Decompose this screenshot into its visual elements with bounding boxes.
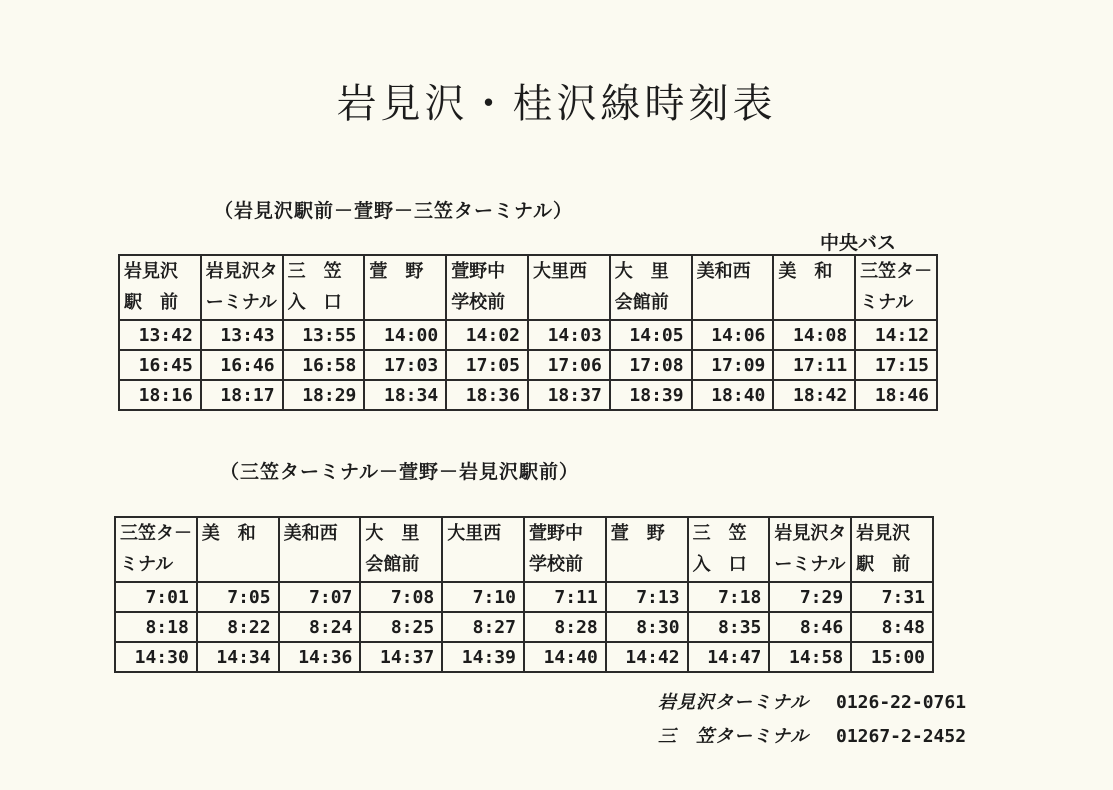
- table-row: [115, 612, 933, 642]
- departure-time: 7:18: [688, 582, 770, 612]
- departure-time: 18:34: [364, 380, 446, 410]
- departure-time: 17:09: [692, 350, 774, 380]
- departure-time: 14:03: [528, 320, 610, 350]
- departure-time: 8:30: [606, 612, 688, 642]
- stop-header-row: [115, 517, 933, 582]
- contact-info: [658, 686, 966, 754]
- departure-time: 14:12: [855, 320, 937, 350]
- stop-name-line: 萱野中: [451, 261, 506, 282]
- stop-name-line: ミナル: [860, 292, 914, 313]
- stop-header-cell: [688, 517, 770, 582]
- departure-time: 14:06: [692, 320, 774, 350]
- stop-name-line: 萱野中: [528, 523, 583, 544]
- page-title: 岩見沢・桂沢線時刻表: [336, 81, 777, 127]
- table-row: [115, 582, 933, 612]
- stop-name-line: 駅 前: [124, 292, 178, 313]
- stop-header-cell: [360, 517, 442, 582]
- departure-time: 14:30: [115, 642, 197, 672]
- contact-name: 三 笠ターミナル: [658, 726, 810, 747]
- stop-name-line: 大 里: [614, 261, 669, 282]
- departure-time: 7:10: [442, 582, 524, 612]
- contact-mikasa: [658, 720, 966, 754]
- departure-time: 17:11: [773, 350, 855, 380]
- departure-time: 14:37: [360, 642, 442, 672]
- departure-time: 8:28: [524, 612, 606, 642]
- stop-header-cell: [855, 255, 937, 320]
- table-row: [119, 380, 937, 410]
- departure-time: 7:31: [851, 582, 933, 612]
- stop-name-line: 萱 野: [369, 261, 424, 282]
- stop-name-line: 三笠タ－: [120, 523, 192, 544]
- stop-name-line: 岩見沢タ: [205, 261, 278, 282]
- contact-name: 岩見沢ターミナル: [658, 692, 810, 713]
- departure-time: 7:11: [524, 582, 606, 612]
- departure-time: 14:02: [446, 320, 528, 350]
- departure-time: 8:46: [769, 612, 851, 642]
- stop-header-cell: [606, 517, 688, 582]
- table-row: [115, 642, 933, 672]
- stop-name-line: 駅 前: [856, 554, 911, 575]
- stop-header-cell: [528, 255, 610, 320]
- departure-time: 14:05: [610, 320, 692, 350]
- departure-time: 18:29: [283, 380, 365, 410]
- table-row: [119, 350, 937, 380]
- departure-time: 17:06: [528, 350, 610, 380]
- departure-time: 14:34: [197, 642, 279, 672]
- departure-time: 8:35: [688, 612, 770, 642]
- departure-time: 17:15: [855, 350, 937, 380]
- stop-name-line: 大 里: [365, 523, 420, 544]
- contact-phone: 01267-2-2452: [836, 726, 967, 747]
- departure-time: 14:00: [364, 320, 446, 350]
- departure-time: 7:01: [115, 582, 197, 612]
- stop-header-cell: [119, 255, 201, 320]
- departure-time: 8:18: [115, 612, 197, 642]
- stop-name-line: 学校前: [528, 554, 583, 575]
- departure-time: 14:08: [773, 320, 855, 350]
- stop-header-cell: [773, 255, 855, 320]
- departure-time: 16:46: [201, 350, 283, 380]
- departure-time: 7:29: [769, 582, 851, 612]
- stop-header-cell: [769, 517, 851, 582]
- departure-time: 16:58: [283, 350, 365, 380]
- stop-header-cell: [197, 517, 279, 582]
- stop-name-line: 大里西: [532, 261, 587, 282]
- departure-time: 17:08: [610, 350, 692, 380]
- departure-time: 8:24: [279, 612, 361, 642]
- departure-time: 14:42: [606, 642, 688, 672]
- departure-time: 13:43: [201, 320, 283, 350]
- stop-name-line: 入 口: [692, 554, 747, 575]
- departure-time: 14:58: [769, 642, 851, 672]
- departure-time: 8:48: [851, 612, 933, 642]
- outbound-route-label: （岩見沢駅前－萱野－三笠ターミナル）: [214, 200, 574, 222]
- departure-time: 14:36: [279, 642, 361, 672]
- departure-time: 13:55: [283, 320, 365, 350]
- departure-time: 15:00: [851, 642, 933, 672]
- departure-time: 7:07: [279, 582, 361, 612]
- stop-header-cell: [524, 517, 606, 582]
- stop-name-line: ーミナル: [205, 292, 277, 313]
- stop-header-cell: [851, 517, 933, 582]
- departure-time: 13:42: [119, 320, 201, 350]
- stop-name-line: 学校前: [451, 292, 506, 313]
- stop-header-cell: [610, 255, 692, 320]
- departure-time: 18:17: [201, 380, 283, 410]
- stop-header-cell: [201, 255, 283, 320]
- departure-time: 16:45: [119, 350, 201, 380]
- departure-time: 18:16: [119, 380, 201, 410]
- departure-time: 8:27: [442, 612, 524, 642]
- stop-name-line: 岩見沢タ: [774, 523, 847, 544]
- stop-name-line: 美和西: [283, 523, 338, 544]
- departure-time: 14:39: [442, 642, 524, 672]
- stop-name-line: 三 笠: [692, 523, 747, 544]
- stop-name-line: 萱 野: [610, 523, 665, 544]
- contact-phone: 0126-22-0761: [836, 692, 967, 713]
- contact-iwamizawa: [658, 686, 966, 720]
- stop-header-cell: [442, 517, 524, 582]
- inbound-timetable: [114, 516, 934, 673]
- outbound-timetable: [118, 254, 938, 411]
- departure-time: 7:05: [197, 582, 279, 612]
- departure-time: 18:46: [855, 380, 937, 410]
- departure-time: 8:22: [197, 612, 279, 642]
- departure-time: 18:36: [446, 380, 528, 410]
- stop-name-line: 会館前: [365, 554, 420, 575]
- stop-name-line: 美 和: [778, 261, 833, 282]
- departure-time: 18:40: [692, 380, 774, 410]
- departure-time: 18:37: [528, 380, 610, 410]
- departure-time: 14:47: [688, 642, 770, 672]
- stop-name-line: 入 口: [287, 292, 342, 313]
- departure-time: 17:03: [364, 350, 446, 380]
- stop-header-cell: [446, 255, 528, 320]
- operator-name: 中央バス: [820, 232, 897, 254]
- stop-name-line: ーミナル: [774, 554, 846, 575]
- stop-name-line: 三笠タ－: [860, 261, 933, 282]
- departure-time: 7:13: [606, 582, 688, 612]
- stop-header-cell: [283, 255, 365, 320]
- departure-time: 18:39: [610, 380, 692, 410]
- departure-time: 7:08: [360, 582, 442, 612]
- departure-time: 8:25: [360, 612, 442, 642]
- stop-name-line: 美和西: [696, 261, 751, 282]
- departure-time: 14:40: [524, 642, 606, 672]
- stop-header-cell: [692, 255, 774, 320]
- stop-name-line: 大里西: [447, 523, 502, 544]
- table-row: [119, 320, 937, 350]
- stop-header-cell: [115, 517, 197, 582]
- stop-name-line: ミナル: [120, 554, 174, 575]
- stop-name-line: 美 和: [201, 523, 256, 544]
- stop-name-line: 岩見沢: [124, 261, 178, 282]
- stop-name-line: 岩見沢: [856, 523, 911, 544]
- departure-time: 17:05: [446, 350, 528, 380]
- stop-name-line: 三 笠: [287, 261, 342, 282]
- departure-time: 18:42: [773, 380, 855, 410]
- inbound-route-label: （三笠ターミナル－萱野－岩見沢駅前）: [220, 461, 580, 483]
- stop-header-cell: [364, 255, 446, 320]
- stop-header-row: [119, 255, 937, 320]
- stop-header-cell: [279, 517, 361, 582]
- stop-name-line: 会館前: [614, 292, 669, 313]
